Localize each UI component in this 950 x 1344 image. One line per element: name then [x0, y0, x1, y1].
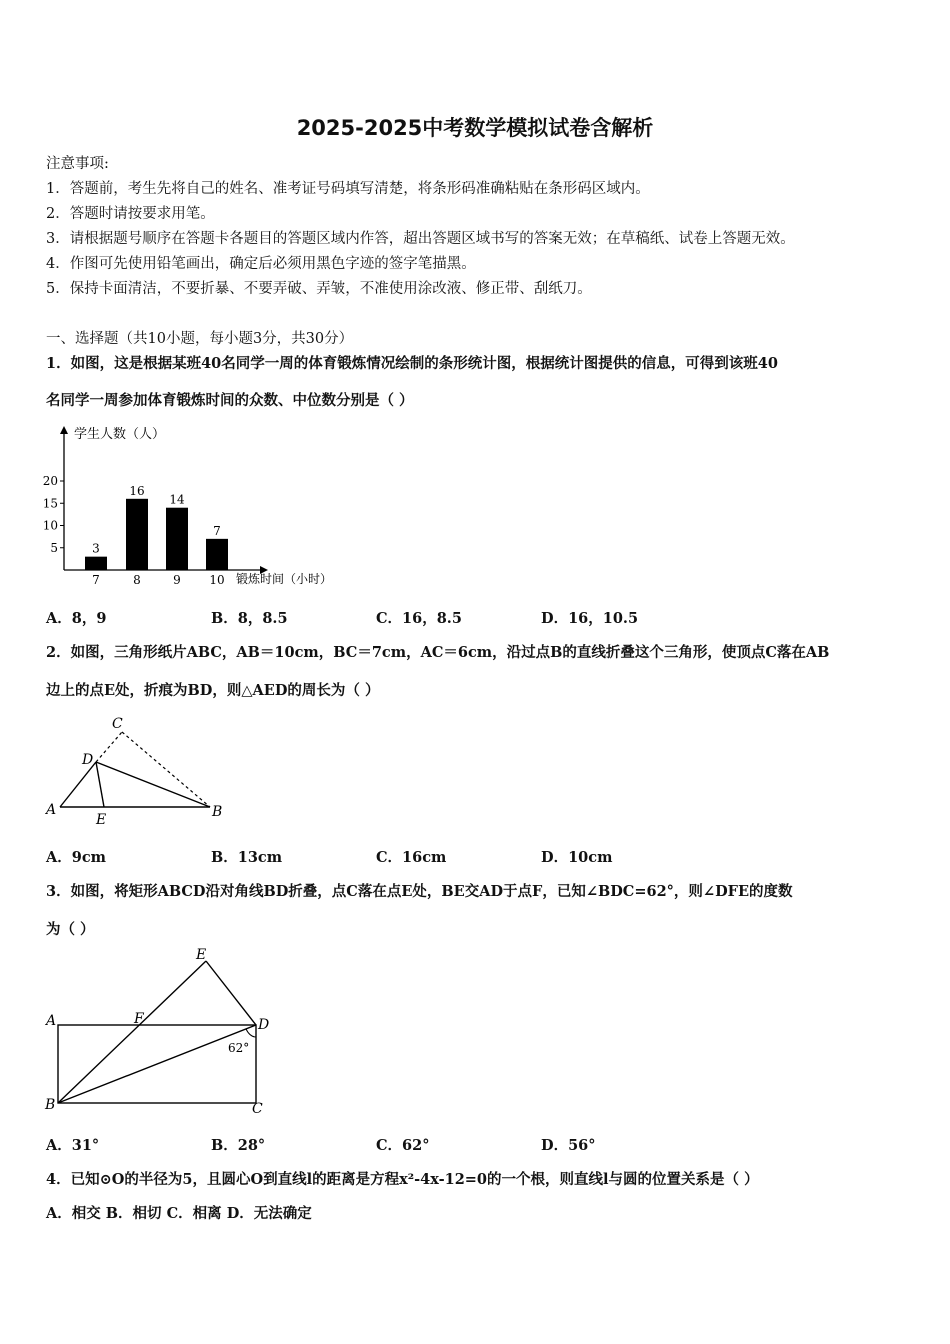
segment-ed [206, 961, 256, 1025]
q3-option-d[interactable]: D．56° [541, 1137, 596, 1154]
x-tick-label-8: 8 [133, 573, 141, 587]
data-label-8: 16 [129, 483, 145, 498]
q1-bar-chart [40, 418, 370, 593]
y-tick-label: 15 [42, 496, 58, 511]
label-c: C [252, 1101, 263, 1117]
q3-text-line1: 3．如图，将矩形ABCD沿对角线BD折叠，点C落在点E处，BE交AD于点F，已知∠BDC=62°，则∠DFE的度数 [46, 883, 793, 900]
section-heading: 一、选择题（共10小题，每小题3分，共30分） [46, 331, 354, 347]
label-c: C [112, 716, 123, 732]
q1-option-c[interactable]: C．16，8.5 [376, 610, 462, 627]
y-tick-label: 20 [42, 474, 58, 488]
notice-item-4: 4．作图可先使用铅笔画出，确定后必须用黑色字迹的签字笔描黑。 [46, 256, 476, 272]
notice-heading: 注意事项: [46, 156, 109, 172]
segment-ad [60, 762, 96, 807]
x-axis-label: 锻炼时间（小时） [236, 572, 333, 586]
q2-text-line2: 边上的点E处，折痕为BD，则△AED的周长为（ ） [46, 682, 380, 699]
notice-item-1: 1．答题前，考生先将自己的姓名、准考证号码填写清楚，将条形码准确粘贴在条形码区域内。 [46, 181, 650, 197]
diagonal-bd [58, 1025, 256, 1103]
label-d: D [258, 1017, 270, 1033]
bar-9 [166, 508, 188, 570]
notice-item-5: 5．保持卡面清洁，不要折暴、不要弄破、弄皱，不准使用涂改液、修正带、刮纸刀。 [46, 281, 592, 297]
data-label-9: 14 [169, 492, 185, 507]
bar-10 [206, 539, 228, 570]
data-label-10: 7 [213, 523, 221, 538]
label-a: A [46, 1013, 57, 1029]
q3-text-line2: 为（ ） [46, 921, 95, 938]
label-e: E [196, 947, 207, 963]
x-tick-label-10: 10 [209, 573, 225, 587]
segment-be [58, 961, 206, 1103]
q3-option-c[interactable]: C．62° [376, 1137, 430, 1154]
q4-options[interactable]: A．相交 B．相切 C．相离 D．无法确定 [46, 1205, 312, 1222]
angle-arc [246, 1029, 256, 1037]
label-d: D [82, 752, 94, 768]
bar-8 [126, 499, 148, 570]
data-label-7: 3 [92, 541, 100, 556]
bar-7 [85, 557, 107, 570]
label-b: B [45, 1097, 56, 1113]
q2-option-d[interactable]: D．10cm [541, 849, 613, 866]
q1-option-a[interactable]: A．8，9 [46, 610, 107, 627]
segment-db [96, 762, 210, 807]
q4-text-line1: 4．已知⊙O的半径为5，且圆心O到直线l的距离是方程x²-4x-12=0的一个根，则直线l与圆的位置关系是（ ） [46, 1171, 759, 1188]
segment-de [96, 762, 104, 807]
label-b: B [212, 804, 223, 820]
q2-option-c[interactable]: C．16cm [376, 849, 447, 866]
q2-option-b[interactable]: B．13cm [211, 849, 283, 866]
angle-62-label: 62° [228, 1041, 250, 1055]
segment-cb-dashed [122, 732, 210, 807]
page-title: 2025-2025中考数学模拟试卷含解析 [296, 116, 654, 140]
q1-option-b[interactable]: B．8，8.5 [211, 610, 288, 627]
x-tick-label-9: 9 [173, 573, 181, 587]
q2-text-line1: 2．如图，三角形纸片ABC，AB＝10cm，BC＝7cm，AC＝6cm，沿过点B的直线折叠这个三角形，使顶点C落在AB [46, 644, 830, 661]
x-tick-label-7: 7 [92, 573, 100, 587]
segment-dc-dashed [96, 732, 122, 762]
q3-option-a[interactable]: A．31° [46, 1137, 100, 1154]
q3-option-b[interactable]: B．28° [211, 1137, 266, 1154]
label-f: F [134, 1011, 144, 1027]
label-e: E [96, 812, 107, 828]
q1-text-line2: 名同学一周参加体育锻炼时间的众数、中位数分别是（ ） [46, 392, 414, 409]
notice-item-2: 2．答题时请按要求用笔。 [46, 206, 215, 222]
q2-triangle-figure [40, 710, 230, 830]
q2-option-a[interactable]: A．9cm [46, 849, 107, 866]
q1-option-d[interactable]: D．16，10.5 [541, 610, 639, 627]
q1-text-line1: 1．如图，这是根据某班40名同学一周的体育锻炼情况绘制的条形统计图，根据统计图提供的信息，可得到该班40 [46, 355, 778, 372]
y-tick-label: 10 [42, 518, 58, 533]
y-axis-label: 学生人数（人） [74, 427, 166, 442]
notice-item-3: 3．请根据题号顺序在答题卡各题目的答题区域内作答，超出答题区域书写的答案无效；在草稿纸、试卷上答题无效。 [46, 231, 795, 247]
y-axis-arrow [60, 426, 68, 434]
label-a: A [46, 802, 57, 818]
y-tick-label: 5 [50, 540, 58, 555]
q3-rectangle-figure [40, 945, 280, 1120]
